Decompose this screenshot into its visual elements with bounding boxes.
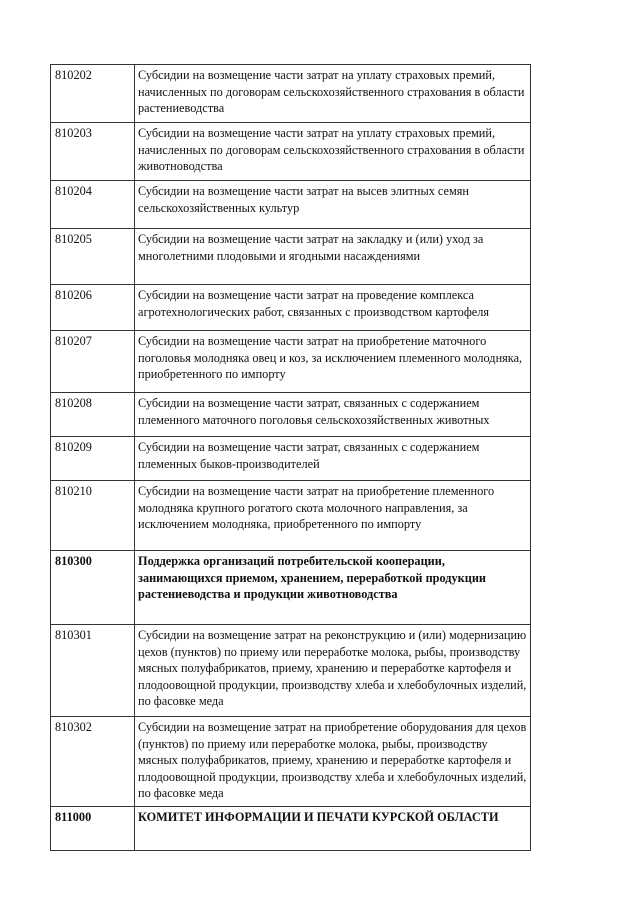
row-description: Субсидии на возмещение части затрат на уплату страховых премий, начисленных по договорам сельскохозяйственного страхования в области животноводства — [135, 123, 531, 181]
row-description: Субсидии на возмещение части затрат на приобретение маточного поголовья молодняка овец и коз, за исключением племенного молодняка, приобретенного по импорту — [135, 331, 531, 393]
row-description: КОМИТЕТ ИНФОРМАЦИИ И ПЕЧАТИ КУРСКОЙ ОБЛАСТИ — [135, 807, 531, 851]
row-code: 810205 — [51, 229, 135, 285]
row-description: Субсидии на возмещение части затрат на высев элитных семян сельскохозяйственных культур — [135, 181, 531, 229]
table-body — [51, 65, 531, 851]
table-row — [51, 437, 531, 481]
row-code: 810302 — [51, 717, 135, 807]
table-row — [51, 393, 531, 437]
table-row — [51, 807, 531, 851]
row-description: Субсидии на возмещение части затрат, связанных с содержанием племенных быков-производителей — [135, 437, 531, 481]
row-description: Поддержка организаций потребительской кооперации, занимающихся приемом, хранением, переработкой продукции растениеводства и продукции животноводства — [135, 551, 531, 625]
table-row — [51, 717, 531, 807]
table-row — [51, 331, 531, 393]
table-row — [51, 123, 531, 181]
table-row — [51, 285, 531, 331]
row-code: 810202 — [51, 65, 135, 123]
row-description: Субсидии на возмещение затрат на приобретение оборудования для цехов (пунктов) по приему или переработке молока, рыбы, производству мясных полуфабрикатов, приему, хранению и переработке картофеля и плодоовощной продукции, производству хлеба и хлебобулочных изделий, по фасовке меда — [135, 717, 531, 807]
row-code: 810301 — [51, 625, 135, 717]
row-code: 811000 — [51, 807, 135, 851]
budget-code-table — [50, 64, 531, 851]
table-row — [51, 481, 531, 551]
row-code: 810206 — [51, 285, 135, 331]
row-description: Субсидии на возмещение части затрат на проведение комплекса агротехнологических работ, связанных с производством картофеля — [135, 285, 531, 331]
row-description: Субсидии на возмещение части затрат на закладку и (или) уход за многолетними плодовыми и ягодными насаждениями — [135, 229, 531, 285]
row-description: Субсидии на возмещение затрат на реконструкцию и (или) модернизацию цехов (пунктов) по приему или переработке молока, рыбы, производству мясных полуфабрикатов, приему, хранению и переработке картофеля и плодоовощной продукции, производству хлеба и хлебобулочных изделий, по фасовке меда — [135, 625, 531, 717]
table-row — [51, 625, 531, 717]
table-row — [51, 551, 531, 625]
table-row — [51, 181, 531, 229]
row-description: Субсидии на возмещение части затрат на приобретение племенного молодняка крупного рогатого скота молочного направления, за исключением молодняка, приобретенного по импорту — [135, 481, 531, 551]
row-code: 810203 — [51, 123, 135, 181]
row-description: Субсидии на возмещение части затрат, связанных с содержанием племенного маточного поголовья сельскохозяйственных животных — [135, 393, 531, 437]
row-code: 810204 — [51, 181, 135, 229]
table-row — [51, 65, 531, 123]
table-row — [51, 229, 531, 285]
row-description: Субсидии на возмещение части затрат на уплату страховых премий, начисленных по договорам сельскохозяйственного страхования в области растениеводства — [135, 65, 531, 123]
row-code: 810207 — [51, 331, 135, 393]
row-code: 810210 — [51, 481, 135, 551]
row-code: 810300 — [51, 551, 135, 625]
row-code: 810209 — [51, 437, 135, 481]
row-code: 810208 — [51, 393, 135, 437]
